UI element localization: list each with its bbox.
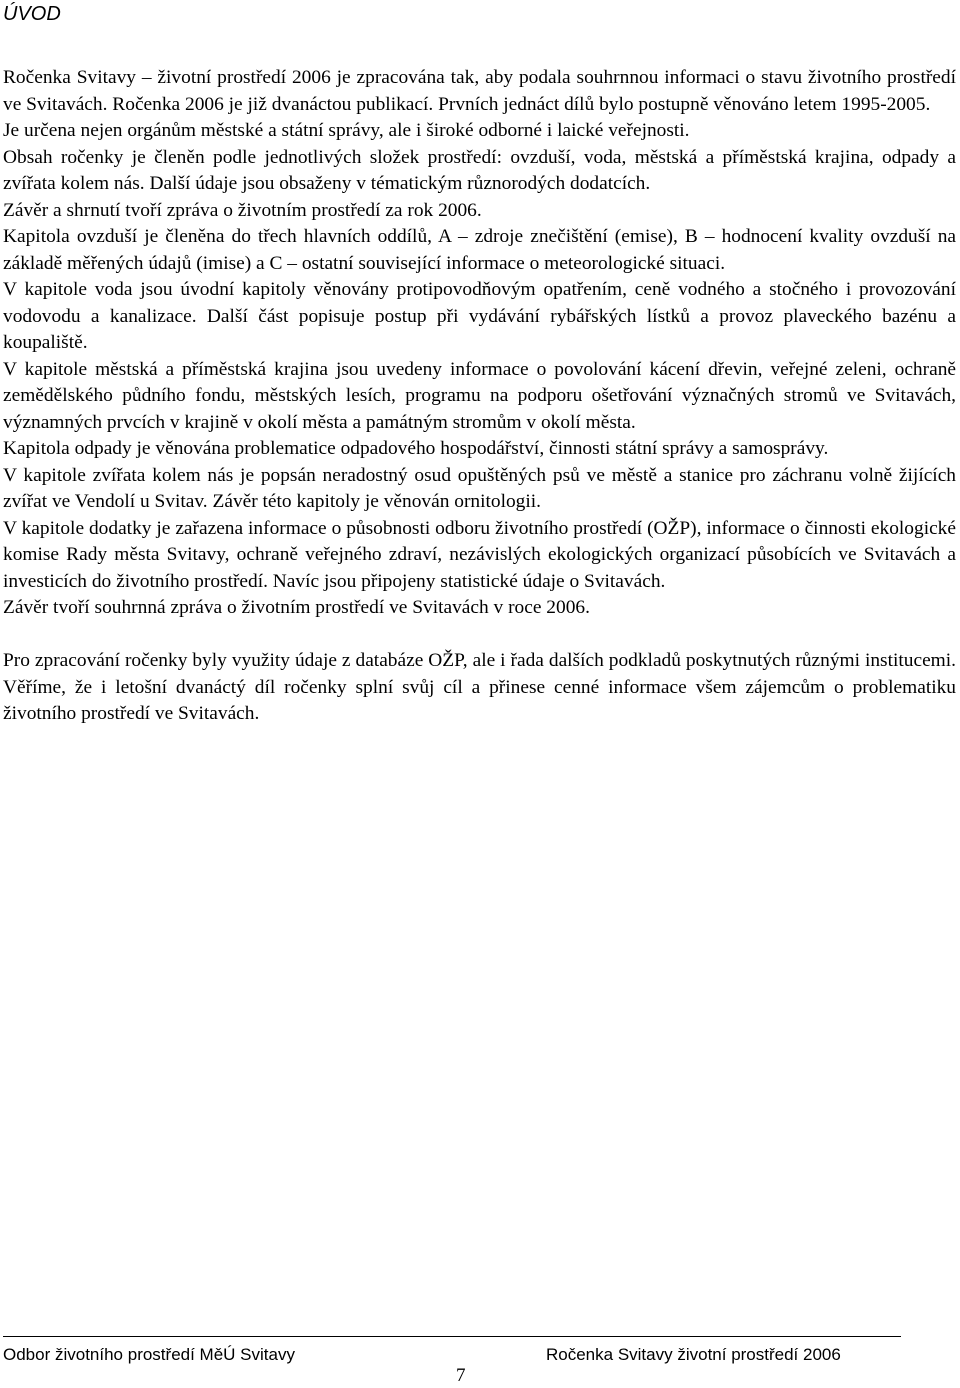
paragraph: Kapitola odpady je věnována problematice odpadového hospodářství, činnosti státní správy a samosprávy.	[3, 438, 829, 459]
footer-department: Odbor životního prostředí MěÚ Svitavy	[3, 1345, 295, 1364]
paragraph: Obsah ročenky je členěn podle jednotlivých složek prostředí: ovzduší, voda, městská a příměstská krajina, odpady a zvířata kolem nás. Další údaje jsou obsaženy v tématickým různorodých dodatcích.	[3, 146, 956, 194]
paragraph: V kapitole voda jsou úvodní kapitoly věnovány protipovodňovým opatřením, ceně vodného a stočného i provozování vodovodu a kanalizace. Další část popisuje postup při vydávání rybářských lístků a provoz plaveckého bazénu a koupaliště.	[3, 279, 956, 353]
body-text	[3, 65, 956, 728]
section-heading: ÚVOD	[3, 3, 61, 25]
paragraph: V kapitole městská a příměstská krajina jsou uvedeny informace o povolování kácení dřevin, veřejné zeleni, ochraně zemědělského půdního fondu, městských lesích, programu na podporu ošetřování význačných stromů ve Svitavách, významných prvcích v krajině v okolí města a památným stromům v okolí města.	[3, 358, 956, 433]
footer-divider	[3, 1336, 901, 1337]
paragraph: Pro zpracování ročenky byly využity údaje z databáze OŽP, ale i řada dalších podkladů poskytnutých různými institucemi. Věříme, že i letošní dvanáctý díl ročenky splní svůj cíl a přinese cenné informace všem zájemcům o problematiku životního prostředí ve Svitavách.	[3, 650, 956, 724]
paragraph: Ročenka Svitavy – životní prostředí 2006 je zpracována tak, aby podala souhrnnou informaci o stavu životního prostředí ve Svitavách. Ročenka 2006 je již dvanáctou publikací. Prvních jednáct dílů bylo postupně věnováno letem 1995-2005.	[3, 67, 956, 115]
paragraph: Závěr tvoří souhrnná zpráva o životním prostředí ve Svitavách v roce 2006.	[3, 597, 590, 618]
paragraph: Závěr a shrnutí tvoří zpráva o životním prostředí za rok 2006.	[3, 199, 482, 221]
paragraph: Kapitola ovzduší je členěna do třech hlavních oddílů, A – zdroje znečištění (emise), B – hodnocení kvality ovzduší na základě měřených údajů (imise) a C – ostatní související informace o meteorologické situaci.	[3, 226, 956, 274]
paragraph: Je určena nejen orgánům městské a státní správy, ale i široké odborné i laické veřejnosti.	[3, 120, 690, 141]
paragraph: V kapitole zvířata kolem nás je popsán neradostný osud opuštěných psů ve městě a stanice pro záchranu volně žijících zvířat ve Vendolí u Svitav. Závěr této kapitoly je věnován ornitologii.	[3, 464, 956, 512]
footer-publication: Ročenka Svitavy životní prostředí 2006	[546, 1345, 841, 1364]
page-number: 7	[456, 1365, 466, 1386]
paragraph: V kapitole dodatky je zařazena informace o působnosti odboru životního prostředí (OŽP), informace o činnosti ekologické komise Rady města Svitavy, ochraně veřejného zdraví, nezávislých ekologických organizací působících ve Svitavách a investicích do životního prostředí. Navíc jsou připojeny statistické údaje o Svitavách.	[3, 517, 956, 592]
